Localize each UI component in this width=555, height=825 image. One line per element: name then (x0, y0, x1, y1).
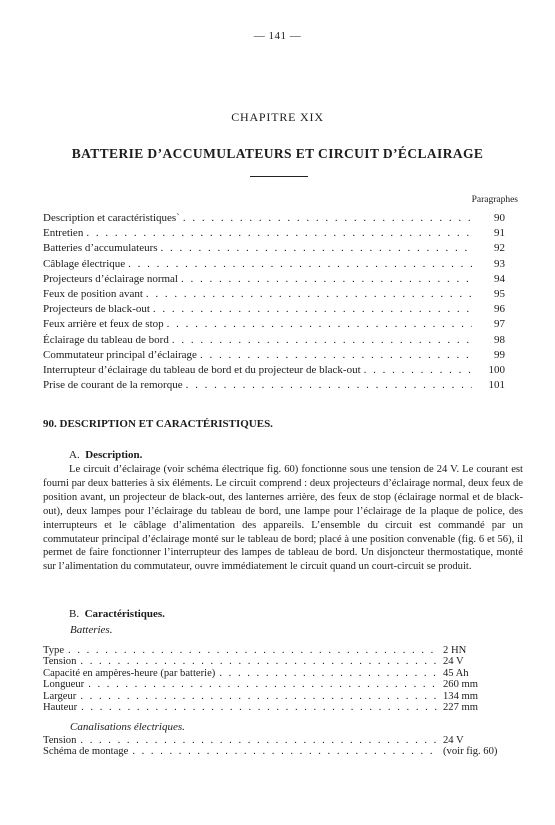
leader-dots (80, 691, 439, 702)
section-heading: 90. DESCRIPTION ET CARACTÉRISTIQUES. (43, 418, 273, 430)
toc-label: Interrupteur d’éclairage du tableau de bord et du projecteur de black-out (43, 363, 361, 376)
spec-row (43, 702, 525, 713)
subsection-title: Description. (85, 449, 143, 461)
spec-value: 2 HN (443, 645, 467, 656)
spec-value: 45 Ah (443, 667, 469, 679)
toc-label: Feux arrière et feux de stop (43, 318, 164, 331)
leader-dots (80, 656, 439, 667)
toc-column-header: Paragraphes (471, 195, 518, 205)
toc-row (43, 241, 505, 256)
spec-row (43, 656, 525, 667)
toc-label: Entretien (43, 227, 84, 240)
spec-label: Tension (43, 656, 77, 668)
toc-paragraph-number: 91 (494, 227, 505, 240)
toc-label: Description et caractéristiques` (43, 212, 180, 224)
leader-dots (153, 302, 472, 317)
spec-row (43, 735, 525, 746)
spec-value: (voir fig. 60) (443, 746, 498, 758)
batteries-heading: Batteries. (70, 624, 113, 636)
title-rule (250, 176, 308, 177)
toc-row (43, 302, 505, 317)
toc-paragraph-number: 94 (494, 272, 505, 285)
leader-dots (181, 272, 472, 287)
leader-dots (172, 333, 472, 348)
toc-label: Batteries d’accumulateurs (43, 242, 158, 255)
toc-row (43, 317, 505, 332)
toc-label: Prise de courant de la remorque (43, 379, 183, 392)
spec-label: Longueur (43, 679, 85, 691)
spec-value: 134 mm (443, 690, 479, 702)
toc-label: Projecteurs de black-out (43, 303, 150, 316)
toc-row (43, 333, 505, 348)
toc-row (43, 257, 505, 272)
leader-dots (128, 257, 472, 272)
subsection-a-heading (69, 449, 142, 461)
leader-dots (132, 746, 439, 757)
spec-value: 227 mm (443, 701, 479, 713)
toc-paragraph-number: 95 (494, 287, 505, 300)
spec-row (43, 691, 525, 702)
subsection-letter: B. (69, 608, 80, 620)
subsection-title: Caractéristiques. (84, 608, 165, 620)
toc-label: Câblage électrique (43, 257, 126, 270)
canalisations-spec-list (43, 735, 525, 758)
spec-value: 260 mm (443, 679, 479, 691)
leader-dots (68, 645, 439, 656)
toc-paragraph-number: 92 (494, 242, 505, 255)
toc-label: Projecteurs d’éclairage normal (43, 272, 178, 285)
description-text: Le circuit d’éclairage (voir schéma électrique fig. 60) fonctionne sous une tension de 24 V. Le courant est fourni par deux batteries à six éléments. Le circuit comprend : deux projecteurs d’éclairage normal, deux feux de position avant, un projecteur de black-out, des lanternes arrière, des feux de stop (éclairage normal et de black-out), deux lampes pour l’éclairage du tableau de bord, une lampe pour l’éclairage de la plaque de police, des interrupteurs et le câblage d’alimentation des appareils. L’ensemble du circuit est commandé par un commutateur principal d’éclairage monté sur le tableau de bord; placé à une position convenable (fig. 6 et 56), il permet de faire fonctionner l’interrupteur des lampes de tableau de bord. Un disjoncteur thermostatique, monté sur l’alimentation du commutateur, ouvre immédiatement le circuit quand un court-circuit se produit. (43, 464, 523, 573)
spec-row (43, 645, 525, 656)
spec-value: 24 V (443, 735, 464, 746)
toc-row (43, 363, 505, 378)
toc-row (43, 348, 505, 363)
toc-row (43, 211, 505, 226)
leader-dots (364, 363, 472, 378)
toc-row (43, 226, 505, 241)
spec-label: Tension (43, 735, 77, 746)
toc-paragraph-number: 99 (494, 348, 505, 361)
leader-dots (81, 702, 439, 713)
chapter-title: BATTERIE D’ACCUMULATEURS ET CIRCUIT D’ÉCLAIRAGE (71, 146, 484, 161)
canalisations-heading: Canalisations électriques. (70, 721, 185, 733)
spec-label: Type (43, 645, 65, 656)
description-paragraph (43, 463, 523, 574)
leader-dots (80, 735, 439, 746)
leader-dots (86, 226, 472, 241)
toc-paragraph-number: 90 (494, 212, 505, 224)
toc-row (43, 272, 505, 287)
toc-paragraph-number: 97 (494, 318, 505, 331)
spec-value: 24 V (443, 656, 464, 668)
toc-paragraph-number: 100 (488, 363, 505, 376)
spec-label: Schéma de montage (43, 746, 129, 758)
leader-dots (161, 241, 472, 256)
toc-paragraph-number: 93 (494, 257, 505, 270)
table-of-contents (43, 211, 505, 393)
toc-label: Commutateur principal d’éclairage (43, 348, 197, 361)
leader-dots (186, 378, 472, 393)
leader-dots (88, 679, 439, 690)
page-number: — 141 — (253, 30, 302, 42)
spec-row (43, 679, 525, 690)
toc-label: Feux de position avant (43, 287, 143, 300)
chapter-label: CHAPITRE XIX (231, 110, 324, 124)
spec-row (43, 668, 525, 679)
leader-dots (183, 211, 472, 226)
leader-dots (167, 317, 472, 332)
toc-label: Éclairage du tableau de bord (43, 333, 169, 346)
toc-paragraph-number: 96 (494, 303, 505, 316)
leader-dots (219, 668, 439, 679)
spec-label: Capacité en ampères-heure (par batterie) (43, 667, 216, 679)
batteries-spec-list (43, 645, 525, 713)
leader-dots (146, 287, 472, 302)
leader-dots (200, 348, 472, 363)
subsection-letter: A. (69, 449, 80, 461)
spec-row (43, 746, 525, 757)
toc-paragraph-number: 98 (494, 333, 505, 346)
toc-row (43, 287, 505, 302)
toc-row (43, 378, 505, 393)
spec-label: Hauteur (43, 701, 78, 713)
spec-label: Largeur (43, 690, 77, 702)
subsection-b-heading (69, 608, 165, 620)
toc-paragraph-number: 101 (488, 379, 505, 392)
